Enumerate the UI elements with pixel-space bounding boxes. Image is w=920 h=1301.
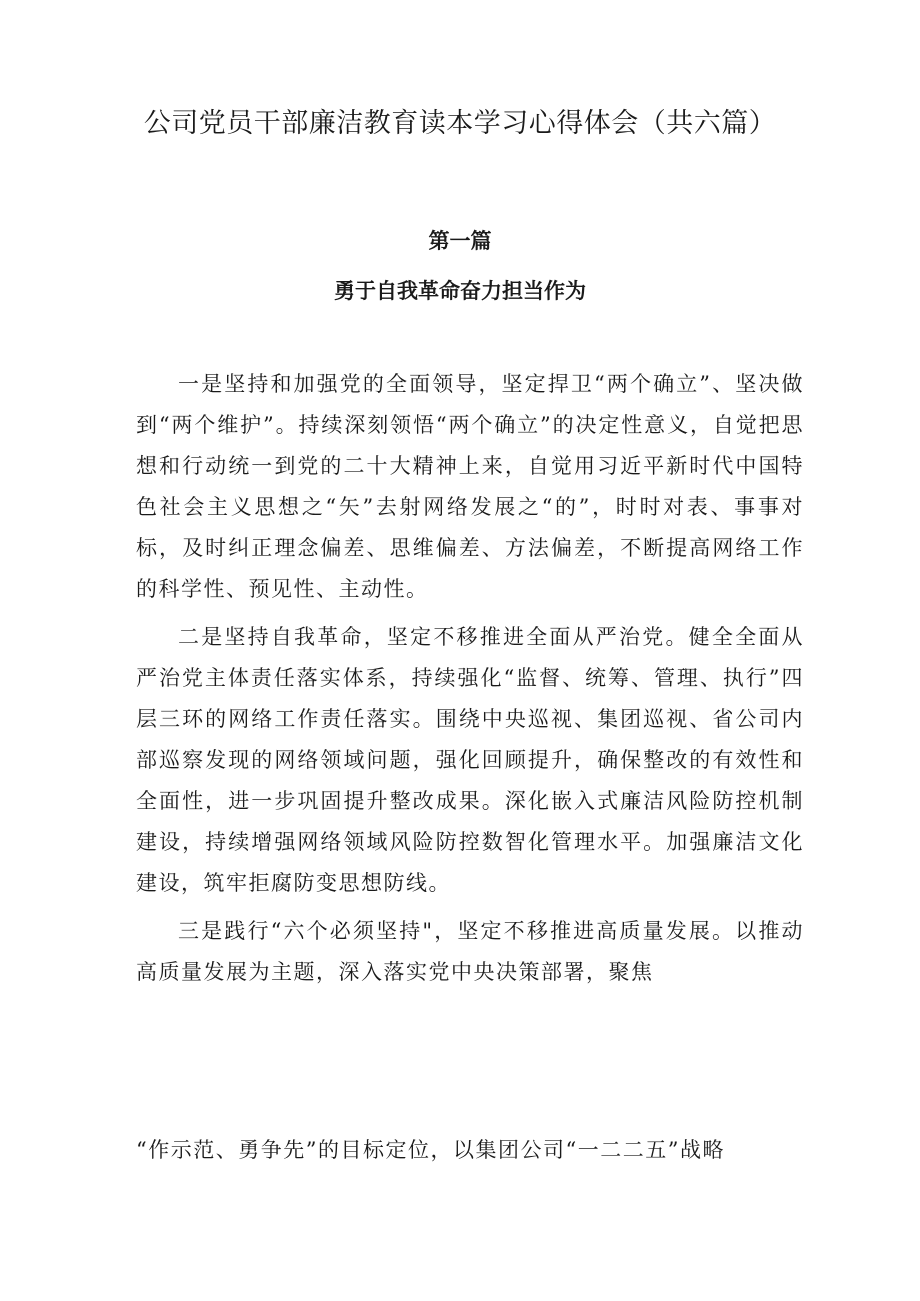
document-title: 公司党员干部廉洁教育读本学习心得体会（共六篇）: [143, 108, 777, 139]
paragraph-1: 一是坚持和加强党的全面领导，坚定捍卫“两个确立”、坚决做到“两个维护”。持续深刻领悟“两个确立”的决定性意义，自觉把思想和行动统一到党的二十大精神上来，自觉用习近平新时代中国特色社会主义思想之“矢”去射网络发展之“的”，时时对表、事事对标，及时纠正理念偏差、思维偏差、方法偏差，不断提高网络工作的科学性、预见性、主动性。: [136, 372, 804, 601]
chapter-subtitle: 勇于自我革命奋力担当作为: [334, 279, 586, 303]
paragraph-continuation: “作示范、勇争先”的目标定位，以集团公司“一二二五”战略: [136, 1138, 725, 1162]
paragraph-3: 三是践行“六个必须坚持"，坚定不移推进高质量发展。以推动高质量发展为主题，深入落实党中央决策部署，聚焦: [136, 919, 804, 984]
paragraph-2: 二是坚持自我革命，坚定不移推进全面从严治党。健全全面从严治党主体责任落实体系，持续强化“监督、统筹、管理、执行”四层三环的网络工作责任落实。围绕中央巡视、集团巡视、省公司内部巡察发现的网络领域问题，强化回顾提升，确保整改的有效性和全面性，进一步巩固提升整改成果。深化嵌入式廉洁风险防控机制建设，持续增强网络领域风险防控数智化管理水平。加强廉洁文化建设，筑牢拒腐防变思想防线。: [136, 625, 804, 895]
chapter-heading: 第一篇: [428, 229, 492, 253]
document-body: [136, 364, 804, 1000]
